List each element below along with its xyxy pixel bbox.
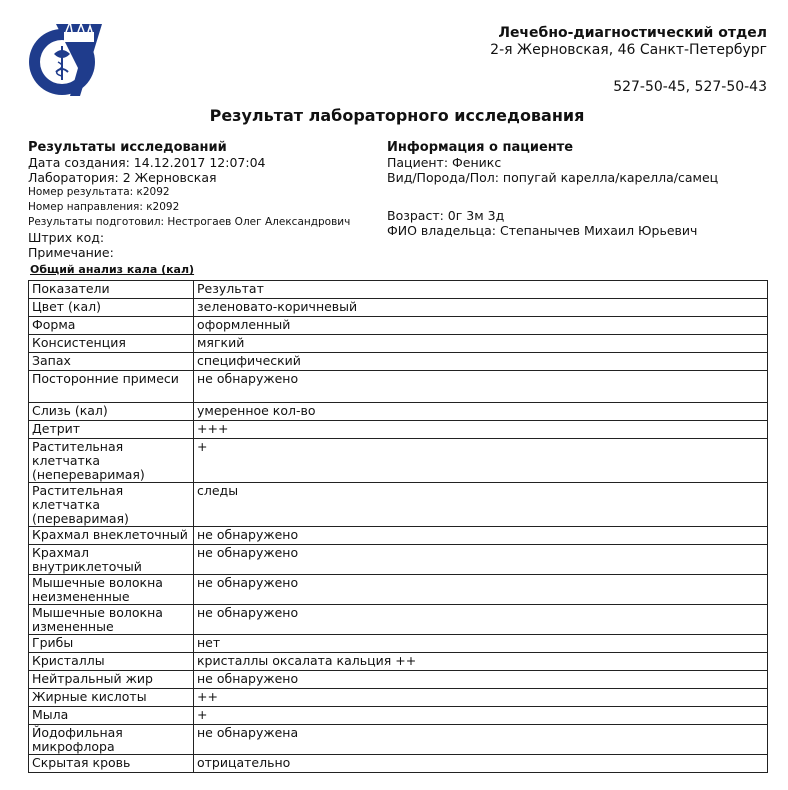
table-row	[29, 635, 768, 653]
row-indicator: Детрит	[29, 421, 194, 439]
row-result: следы	[194, 483, 768, 527]
table-header-row	[29, 281, 768, 299]
results-table	[28, 280, 768, 773]
barcode-label: Штрих код:	[28, 230, 105, 245]
row-result: не обнаружено	[194, 575, 768, 605]
row-result: +	[194, 707, 768, 725]
row-indicator: Запах	[29, 353, 194, 371]
row-result: не обнаружено	[194, 671, 768, 689]
row-indicator: Слизь (кал)	[29, 403, 194, 421]
table-row	[29, 335, 768, 353]
created-date: Дата создания: 14.12.2017 12:07:04	[28, 155, 266, 170]
table-row	[29, 421, 768, 439]
table-row	[29, 545, 768, 575]
table-row	[29, 483, 768, 527]
organization-name: Лечебно-диагностический отдел	[498, 25, 767, 41]
row-result: специфический	[194, 353, 768, 371]
table-row	[29, 371, 768, 403]
row-indicator: Скрытая кровь	[29, 755, 194, 773]
row-indicator: Йодофильная микрофлора	[29, 725, 194, 755]
document-title: Результат лабораторного исследования	[209, 106, 585, 125]
analysis-section-title: Общий анализ кала (кал)	[30, 263, 195, 276]
row-indicator: Посторонние примеси	[29, 371, 194, 403]
patient-info	[387, 140, 767, 238]
row-result: ++	[194, 689, 768, 707]
patient-species: Вид/Порода/Пол: попугай карелла/карелла/самец	[387, 170, 719, 185]
row-result: мягкий	[194, 335, 768, 353]
prepared-by: Результаты подготовил: Нестрогаев Олег Александрович	[28, 216, 351, 228]
row-result: не обнаружено	[194, 371, 768, 403]
row-result: зеленовато-коричневый	[194, 299, 768, 317]
table-row	[29, 653, 768, 671]
organization-address: 2-я Жерновская, 46 Санкт-Петербург	[490, 42, 767, 58]
table-row	[29, 439, 768, 483]
row-indicator: Кристаллы	[29, 653, 194, 671]
row-result: +++	[194, 421, 768, 439]
clinic-logo	[26, 18, 104, 98]
row-result: не обнаружено	[194, 527, 768, 545]
referral-number: Номер направления: к2092	[28, 201, 180, 213]
table-row	[29, 671, 768, 689]
table-row	[29, 527, 768, 545]
row-indicator: Крахмал внеклеточный	[29, 527, 194, 545]
row-result: не обнаружена	[194, 725, 768, 755]
row-result: нет	[194, 635, 768, 653]
row-result: кристаллы оксалата кальция ++	[194, 653, 768, 671]
row-indicator: Мыла	[29, 707, 194, 725]
row-result: умеренное кол-во	[194, 403, 768, 421]
row-indicator: Грибы	[29, 635, 194, 653]
organization-phones: 527-50-45, 527-50-43	[613, 79, 767, 95]
row-indicator: Цвет (кал)	[29, 299, 194, 317]
column-header-result: Результат	[194, 281, 768, 299]
row-result: не обнаружено	[194, 605, 768, 635]
row-indicator: Растительная клетчатка (переваримая)	[29, 483, 194, 527]
row-indicator: Нейтральный жир	[29, 671, 194, 689]
organization-header	[490, 25, 767, 96]
table-row	[29, 317, 768, 335]
row-result: не обнаружено	[194, 545, 768, 575]
row-indicator: Форма	[29, 317, 194, 335]
owner-name: ФИО владельца: Степанычев Михаил Юрьевич	[387, 223, 698, 238]
row-indicator: Мышечные волокна измененные	[29, 605, 194, 635]
column-header-indicator: Показатели	[29, 281, 194, 299]
table-row	[29, 707, 768, 725]
row-indicator: Жирные кислоты	[29, 689, 194, 707]
table-row	[29, 353, 768, 371]
table-row	[29, 299, 768, 317]
row-indicator: Консистенция	[29, 335, 194, 353]
patient-age: Возраст: 0г 3м 3д	[387, 208, 505, 223]
row-result: оформленный	[194, 317, 768, 335]
table-row	[29, 689, 768, 707]
result-number: Номер результата: к2092	[28, 186, 170, 198]
table-row	[29, 725, 768, 755]
patient-name: Пациент: Феникс	[387, 155, 502, 170]
results-info	[28, 140, 383, 260]
table-row	[29, 755, 768, 773]
row-indicator: Растительная клетчатка (непереваримая)	[29, 439, 194, 483]
table-row	[29, 605, 768, 635]
row-indicator: Мышечные волокна неизмененные	[29, 575, 194, 605]
row-indicator: Крахмал внутриклеточый	[29, 545, 194, 575]
note-label: Примечание:	[28, 245, 114, 260]
table-row	[29, 403, 768, 421]
results-info-header: Результаты исследований	[28, 140, 227, 155]
row-result: отрицательно	[194, 755, 768, 773]
laboratory: Лаборатория: 2 Жерновская	[28, 170, 217, 185]
table-row	[29, 575, 768, 605]
row-result: +	[194, 439, 768, 483]
patient-info-header: Информация о пациенте	[387, 140, 574, 155]
